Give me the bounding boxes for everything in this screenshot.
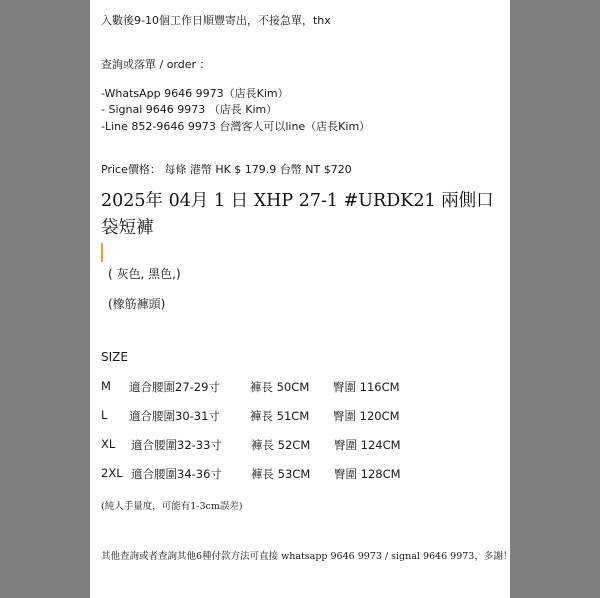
product-title: 2025年 04月 1 日 XHP 27-1 #URDK21 兩側口袋短褲 — [101, 191, 494, 238]
size-row-l — [101, 408, 431, 428]
size-waist: 適合腰圍30-31寸 — [129, 409, 220, 423]
shipping-note: 入數後9-10個工作日順豐寄出，不接急單，thx — [101, 14, 331, 27]
text-cursor — [101, 243, 103, 262]
size-length: 褲長 52CM — [251, 438, 311, 452]
size-hip: 臀圍 124CM — [334, 438, 401, 452]
footer-contact: 其他查詢或者查詢其他6種付款方法可直接 whatsapp 9646 9973 / signal 9646 9973，多謝！ — [101, 551, 513, 562]
waistband-note: (橡筋褲頭) — [108, 297, 166, 311]
size-length: 褲長 50CM — [250, 380, 310, 394]
size-label: 2XL — [101, 466, 123, 480]
size-row-2xl — [101, 466, 431, 486]
size-waist: 適合腰圍27-29寸 — [129, 380, 220, 394]
size-row-xl — [101, 437, 431, 457]
size-label: XL — [101, 437, 116, 451]
document-page — [90, 0, 513, 598]
size-waist: 適合腰圍34-36寸 — [131, 467, 222, 481]
size-header: SIZE — [101, 350, 128, 364]
line-contact: -Line 852-9646 9973 台灣客人可以line（店長Kim） — [101, 120, 371, 133]
size-row-m — [101, 379, 431, 399]
size-hip: 臀圍 120CM — [333, 409, 400, 423]
size-length: 褲長 53CM — [251, 467, 311, 481]
size-waist: 適合腰圍32-33寸 — [131, 438, 222, 452]
size-hip: 臀圍 116CM — [333, 380, 400, 394]
measurement-note: (純人手量度，可能有1-3cm誤差) — [101, 501, 243, 512]
size-length: 褲長 51CM — [250, 409, 310, 423]
size-label: L — [101, 408, 108, 422]
whatsapp-contact: -WhatsApp 9646 9973（店長Kim） — [101, 87, 289, 100]
signal-contact: - Signal 9646 9973 （店長 Kim） — [101, 103, 278, 116]
order-header: 查詢或落單 / order ： — [101, 58, 211, 71]
size-hip: 臀圍 128CM — [334, 467, 401, 481]
product-colors: ( 灰色, 黑色,) — [108, 267, 181, 281]
size-label: M — [101, 379, 111, 393]
price-line: Price價格： 每條 港幣 HK $ 179.9 台幣 NT $720 — [101, 163, 352, 176]
